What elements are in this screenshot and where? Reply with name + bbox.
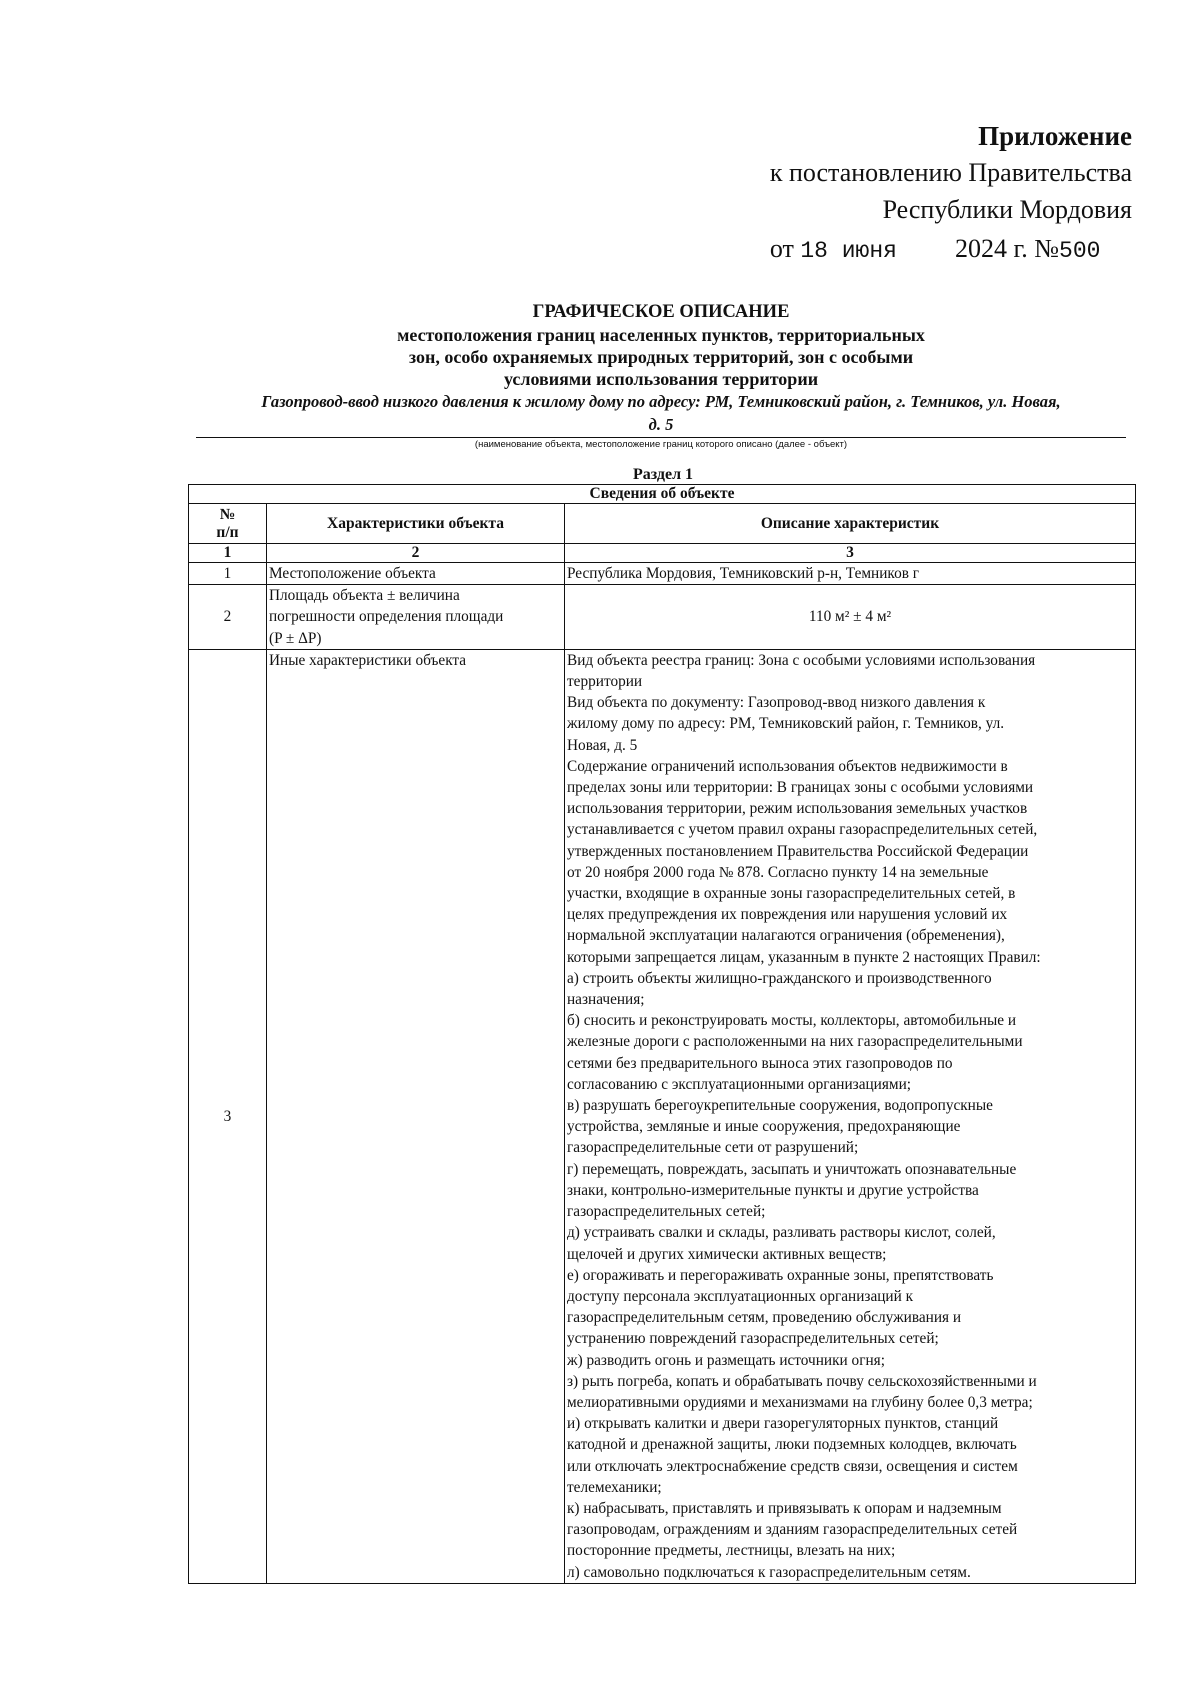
object-name-line-1: Газопровод-ввод низкого давления к жилому дому по адресу: РМ, Темниковский район, г. Темников, ул. Новая, — [261, 392, 1061, 411]
row-description: 110 м² ± 4 м² — [565, 585, 1136, 650]
row-num: 3 — [189, 649, 267, 1583]
object-name-underline — [196, 437, 1126, 438]
row-characteristic: Местоположение объекта — [267, 563, 565, 585]
table-title: Сведения об объекте — [189, 485, 1136, 504]
subtitle-line-1: местоположения границ населенных пунктов, территориальных — [397, 325, 925, 345]
object-caption: (наименование объекта, местоположение границ которого описано (далее - объект) — [474, 439, 848, 450]
table-row — [189, 649, 1136, 1583]
table-row — [189, 585, 1136, 650]
subtitle-line-2: зон, особо охраняемых природных территорий, зон с особыми — [408, 347, 914, 367]
object-info-table — [188, 484, 1136, 1584]
row-num: 2 — [189, 585, 267, 650]
appendix-block — [770, 118, 1132, 270]
row-characteristic: Иные характеристики объекта — [267, 649, 565, 1583]
column-number: 3 — [565, 544, 1136, 563]
object-name-line-2: д. 5 — [648, 415, 674, 434]
header-num: № п/п — [189, 504, 267, 544]
subtitle-line-3: условиями использования территории — [503, 369, 819, 389]
header-description: Описание характеристик — [565, 504, 1136, 544]
date-prefix: от — [769, 234, 794, 263]
column-number-row — [189, 544, 1136, 563]
row-description: Вид объекта реестра границ: Зона с особыми условиями использования территории Вид объекта по документу: Газопровод-ввод низкого давления к жилому дому по адресу: РМ, Темниковский район, г. Темников, ул. Новая, д. 5 Содержание ограничений использования объектов недвижимости в пределах зоны или территории: В границах зоны с особыми условиями использования территории, режим использования земельных участков устанавливается с учетом правил охраны газораспределительных сетей, утвержденных постановлением Правительства Российской Федерации от 20 ноября 2000 года № 878. Согласно пункту 14 на земельные участки, входящие в охранные зоны газораспределительных сетей, в целях предупреждения их повреждения или нарушения условий их нормальной эксплуатации налагаются ограничения (обременения), которыми запрещается лицам, указанным в пункте 2 настоящих Правил: а) строить объекты жилищно-гражданского и производственного назначения; б) сносить и реконструировать мосты, коллекторы, автомобильные и железные дороги с расположенными на них газораспределительными сетями без предварительного выноса этих газопроводов по согласованию с эксплуатационными организациями; в) разрушать берегоукрепительные сооружения, водопропускные устройства, земляные и иные сооружения, предохраняющие газораспределительные сети от разрушений; г) перемещать, повреждать, засыпать и уничтожать опознавательные знаки, контрольно-измерительные пункты и другие устройства газораспределительных сетей; д) устраивать свалки и склады, разливать растворы кислот, солей, щелочей и других химически активных веществ; е) огораживать и перегораживать охранные зоны, препятствовать доступу персонала эксплуатационных организаций к газораспределительным сетям, проведению обслуживания и устранению повреждений газораспределительных сетей; ж) разводить огонь и размещать источники огня; з) рыть погреба, копать и обрабатывать почву сельскохозяйственными и мелиоративными орудиями и механизмами на глубину более 0,3 метра; и) открывать калитки и двери газорегуляторных пунктов, станций катодной и дренажной защиты, люки подземных колодцев, включать или отключать электроснабжение средств связи, освещения и систем телемеханики; к) набрасывать, приставлять и привязывать к опорам и надземным газопроводам, ограждениям и зданиям газораспределительных сетей посторонние предметы, лестницы, влезать на них; л) самовольно подключаться к газораспределительным сетям. — [565, 649, 1136, 1583]
table-header-row — [189, 504, 1136, 544]
row-num: 1 — [189, 563, 267, 585]
section-label: Раздел 1 — [632, 466, 694, 483]
row-characteristic: Площадь объекта ± величина погрешности определения площади (P ± ΔP) — [267, 585, 565, 650]
column-number: 2 — [267, 544, 565, 563]
document-heading — [196, 300, 1126, 451]
date-year: 2024 г. № — [954, 234, 1060, 263]
row-description: Республика Мордовия, Темниковский р-н, Темников г — [565, 563, 1136, 585]
column-number: 1 — [189, 544, 267, 563]
appendix-title: Приложение — [978, 121, 1132, 151]
appendix-date — [770, 230, 1132, 270]
document-title: ГРАФИЧЕСКОЕ ОПИСАНИЕ — [532, 302, 790, 322]
date-value: 18 июня — [800, 238, 897, 264]
table-row — [189, 563, 1136, 585]
appendix-line-1: к постановлению Правительства — [769, 158, 1132, 187]
header-characteristic: Характеристики объекта — [267, 504, 565, 544]
decree-number: 500 — [1059, 238, 1101, 264]
appendix-line-2: Республики Мордовия — [882, 195, 1132, 224]
table-title-row — [189, 485, 1136, 504]
